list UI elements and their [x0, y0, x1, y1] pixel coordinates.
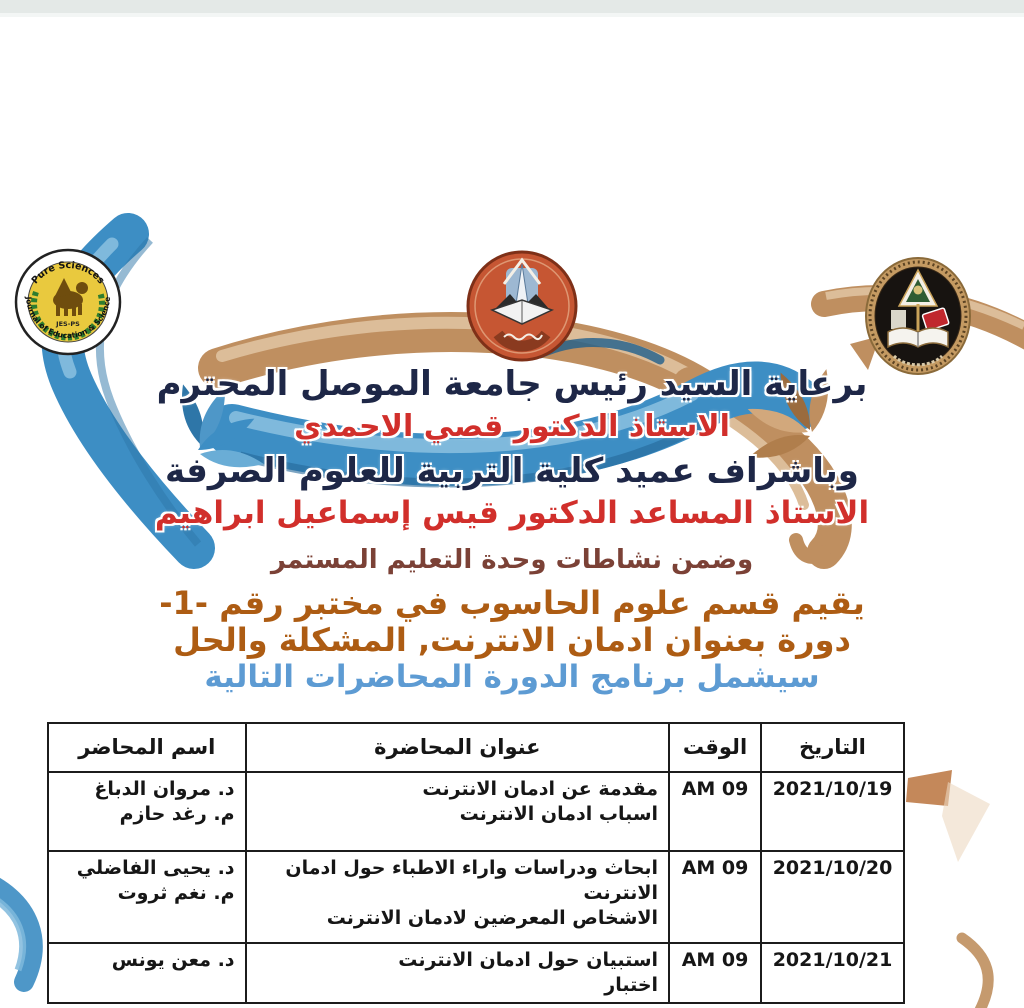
seal-ring-bottom-text: Journal of Education & Science: [23, 296, 113, 341]
course-schedule-intro-line: سيشمل برنامج الدورة المحاضرات التالية: [204, 659, 820, 695]
lecturer-line: د. معن يونس: [111, 949, 235, 971]
header-date: التاريخ: [761, 723, 904, 772]
course-location-line: يقيم قسم علوم الحاسوب في مختبر رقم -1-: [159, 584, 865, 622]
lecturer-line: د. مروان الدباغ: [94, 778, 235, 800]
college-of-education-emblem-icon: [862, 254, 974, 378]
dean-name-line: الاستاذ المساعد الدكتور قيس إسماعيل ابراهيم: [154, 495, 870, 531]
header-time: الوقت: [669, 723, 761, 772]
header-lecturer: اسم المحاضر: [48, 723, 246, 772]
seal-ring-top-text: Pure Sciences: [29, 259, 107, 287]
time-cell: [669, 772, 761, 851]
date-value: 2021/10/20: [772, 857, 893, 879]
table-header-row: [48, 723, 904, 772]
date-value: 2021/10/21: [772, 949, 893, 971]
lecturer-line: م. نغم ثروت: [117, 882, 235, 905]
time-cell: [669, 851, 761, 943]
university-of-mosul-emblem-icon: [464, 248, 580, 364]
time-value: AM 09: [681, 857, 749, 879]
date-cell: [761, 851, 904, 943]
continuing-education-line: وضمن نشاطات وحدة التعليم المستمر: [270, 545, 754, 575]
date-cell: [761, 943, 904, 1003]
lecturer-cell: [48, 851, 246, 943]
header-title: عنوان المحاضرة: [246, 723, 669, 772]
lecturer-line: د. يحيى الفاضلي: [76, 857, 235, 879]
course-title-line: دورة بعنوان ادمان الانترنت, المشكلة والحل: [173, 621, 851, 659]
table-row: [48, 772, 904, 851]
time-value: AM 09: [681, 949, 749, 971]
supervision-line: وباشراف عميد كلية التربية للعلوم الصرفة: [165, 451, 859, 491]
title-line: ابحاث ودراسات واراء الاطباء حول ادمان الانترنت: [285, 857, 659, 905]
date-value: 2021/10/19: [772, 778, 893, 800]
seal-code-text: JES-PS: [56, 320, 80, 328]
title-line: اسباب ادمان الانترنت: [459, 803, 659, 826]
title-cell: [246, 772, 669, 851]
table-row: [48, 943, 904, 1003]
title-line: اختبار: [604, 974, 659, 997]
title-cell: [246, 943, 669, 1003]
lecturer-cell: [48, 772, 246, 851]
lecturer-cell: [48, 943, 246, 1003]
time-value: AM 09: [681, 778, 749, 800]
table-row: [48, 851, 904, 943]
title-cell: [246, 851, 669, 943]
title-line: مقدمة عن ادمان الانترنت: [422, 778, 659, 800]
date-cell: [761, 772, 904, 851]
tan-fragment-right: [906, 770, 990, 1008]
president-name-line: الاستاذ الدكتور قصي الاحمدي: [294, 409, 730, 444]
title-line: استبيان حول ادمان الانترنت: [398, 949, 659, 971]
lecturer-line: م. رغد حازم: [119, 803, 235, 826]
time-cell: [669, 943, 761, 1003]
lecture-schedule-table: [47, 722, 905, 1004]
journal-of-education-science-seal-icon: [12, 246, 124, 358]
blue-crescent-bottom-left: [0, 886, 33, 982]
title-line: الاشخاص المعرضين لادمان الانترنت: [326, 907, 659, 930]
patronage-line: برعاية السيد رئيس جامعة الموصل المحترم: [156, 364, 868, 404]
